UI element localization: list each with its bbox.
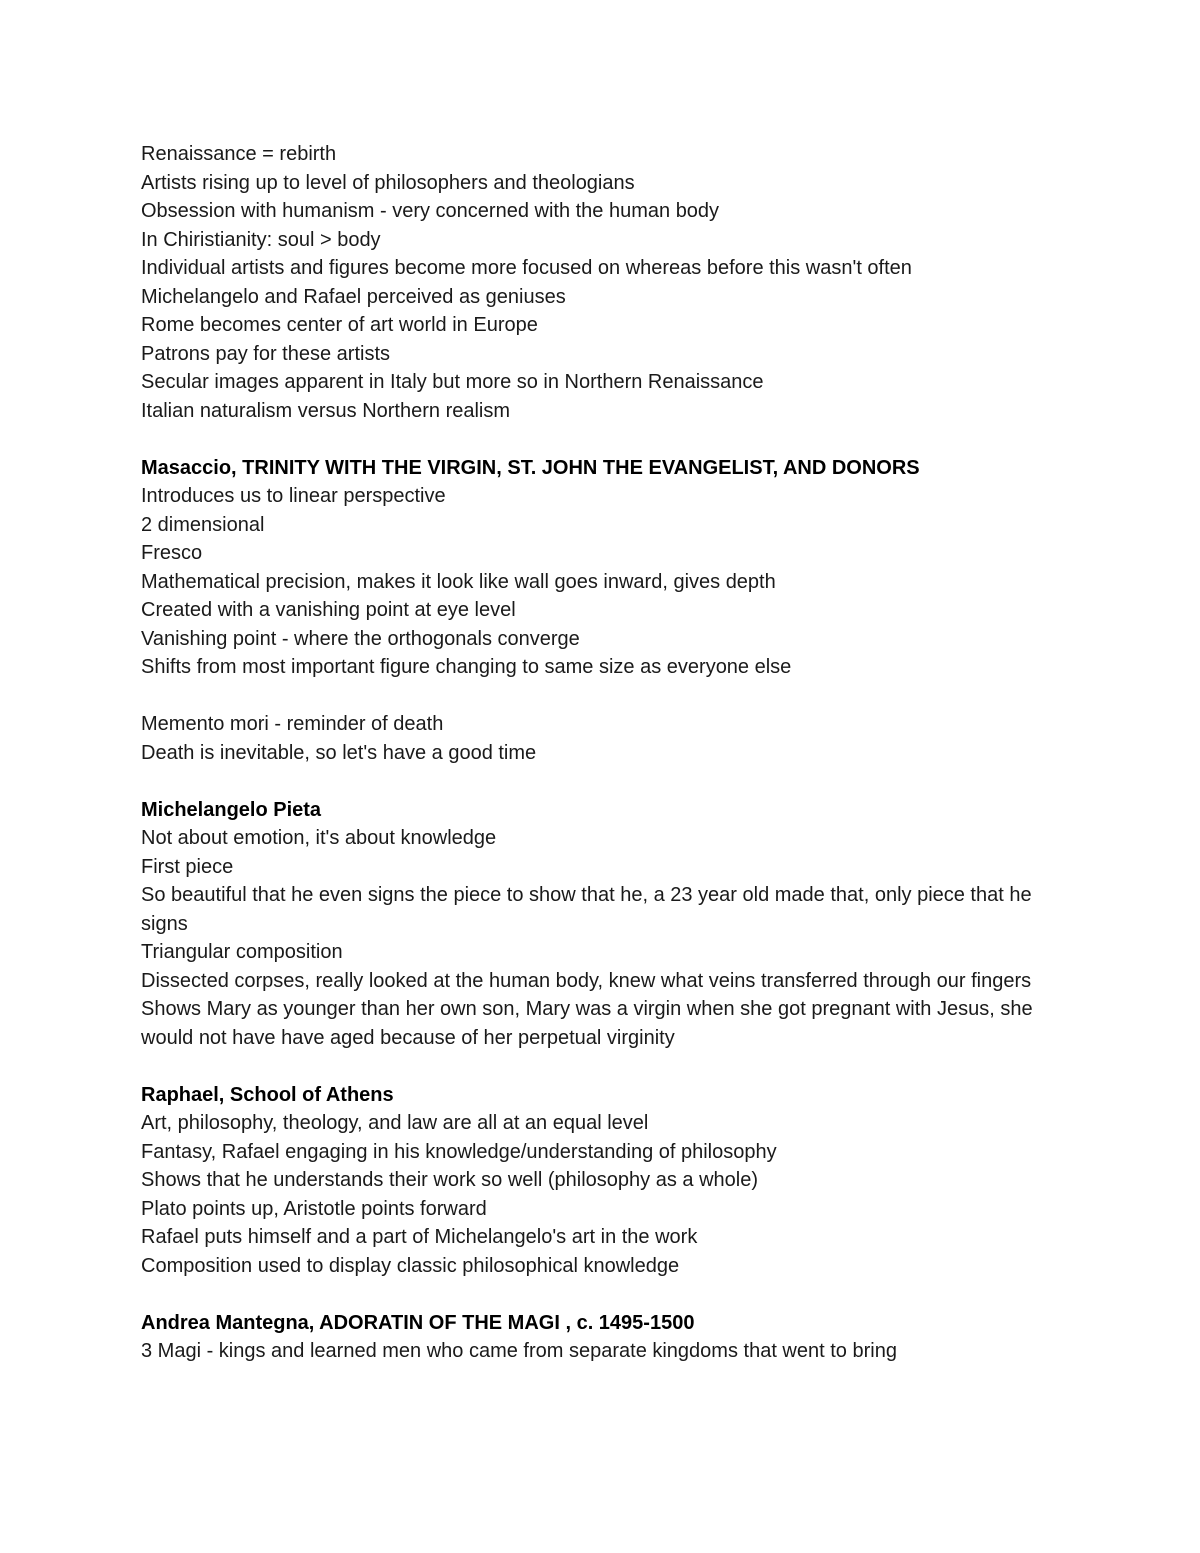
- section-heading: Andrea Mantegna, ADORATIN OF THE MAGI , c. 1495-1500: [141, 1311, 695, 1334]
- note-line: Fantasy, Rafael engaging in his knowledge/understanding of philosophy: [141, 1140, 777, 1163]
- note-line: Rome becomes center of art world in Europe: [141, 314, 538, 336]
- spacer: [141, 682, 1041, 711]
- note-line: Secular images apparent in Italy but more so in Northern Renaissance: [141, 371, 764, 393]
- note-line: Shows Mary as younger than her own son, Mary was a virgin when she got pregnant with Jesus, she would not have have aged because of her perpetual virginity: [141, 998, 1033, 1049]
- note-line: First piece: [141, 855, 234, 878]
- note-line: Italian naturalism versus Northern realism: [141, 399, 511, 422]
- note-line: Michelangelo and Rafael perceived as geniuses: [141, 285, 566, 308]
- note-line: Obsession with humanism - very concerned with the human body: [141, 200, 720, 222]
- note-line: Introduces us to linear perspective: [141, 485, 446, 507]
- michelangelo-section: [141, 796, 1041, 1053]
- note-line: Shows that he understands their work so well (philosophy as a whole): [141, 1169, 758, 1191]
- note-line: Fresco: [141, 542, 203, 564]
- note-line: Vanishing point - where the orthogonals converge: [141, 627, 580, 650]
- raphael-section: [141, 1081, 1041, 1281]
- note-line: Artists rising up to level of philosophers and theologians: [141, 171, 635, 194]
- note-line: Composition used to display classic philosophical knowledge: [141, 1254, 680, 1277]
- note-line: Created with a vanishing point at eye level: [141, 599, 516, 621]
- note-line: Art, philosophy, theology, and law are all at an equal level: [141, 1112, 649, 1134]
- note-line: Renaissance = rebirth: [141, 143, 337, 165]
- note-line: In Chiristianity: soul > body: [141, 228, 381, 251]
- mantegna-section: [141, 1309, 1041, 1366]
- note-line: Individual artists and figures become more focused on whereas before this wasn't often: [141, 257, 912, 279]
- spacer: [141, 425, 1041, 454]
- section-heading: Michelangelo Pieta: [141, 798, 322, 821]
- intro-section: [141, 140, 1041, 425]
- note-line: Not about emotion, it's about knowledge: [141, 827, 497, 849]
- note-line: Rafael puts himself and a part of Michelangelo's art in the work: [141, 1226, 698, 1248]
- note-line: Shifts from most important figure changing to same size as everyone else: [141, 656, 792, 678]
- document-body: [141, 140, 1041, 1366]
- spacer: [141, 1280, 1041, 1309]
- note-line: Patrons pay for these artists: [141, 342, 391, 365]
- note-line: Dissected corpses, really looked at the human body, knew what veins transferred through our fingers: [141, 969, 1032, 992]
- note-line: Triangular composition: [141, 941, 343, 963]
- note-line: Plato points up, Aristotle points forward: [141, 1197, 487, 1220]
- section-heading: Masaccio, TRINITY WITH THE VIRGIN, ST. JOHN THE EVANGELIST, AND DONORS: [141, 456, 920, 479]
- spacer: [141, 1052, 1041, 1081]
- note-line: 3 Magi - kings and learned men who came from separate kingdoms that went to bring: [141, 1340, 897, 1362]
- spacer: [141, 767, 1041, 796]
- note-line: Mathematical precision, makes it look like wall goes inward, gives depth: [141, 570, 776, 593]
- note-line: So beautiful that he even signs the piece to show that he, a 23 year old made that, only piece that he signs: [141, 884, 1032, 935]
- note-line: Death is inevitable, so let's have a good time: [141, 741, 537, 764]
- note-line: 2 dimensional: [141, 513, 265, 536]
- masaccio-section: [141, 454, 1041, 768]
- note-line: Memento mori - reminder of death: [141, 713, 444, 735]
- section-heading: Raphael, School of Athens: [141, 1083, 394, 1106]
